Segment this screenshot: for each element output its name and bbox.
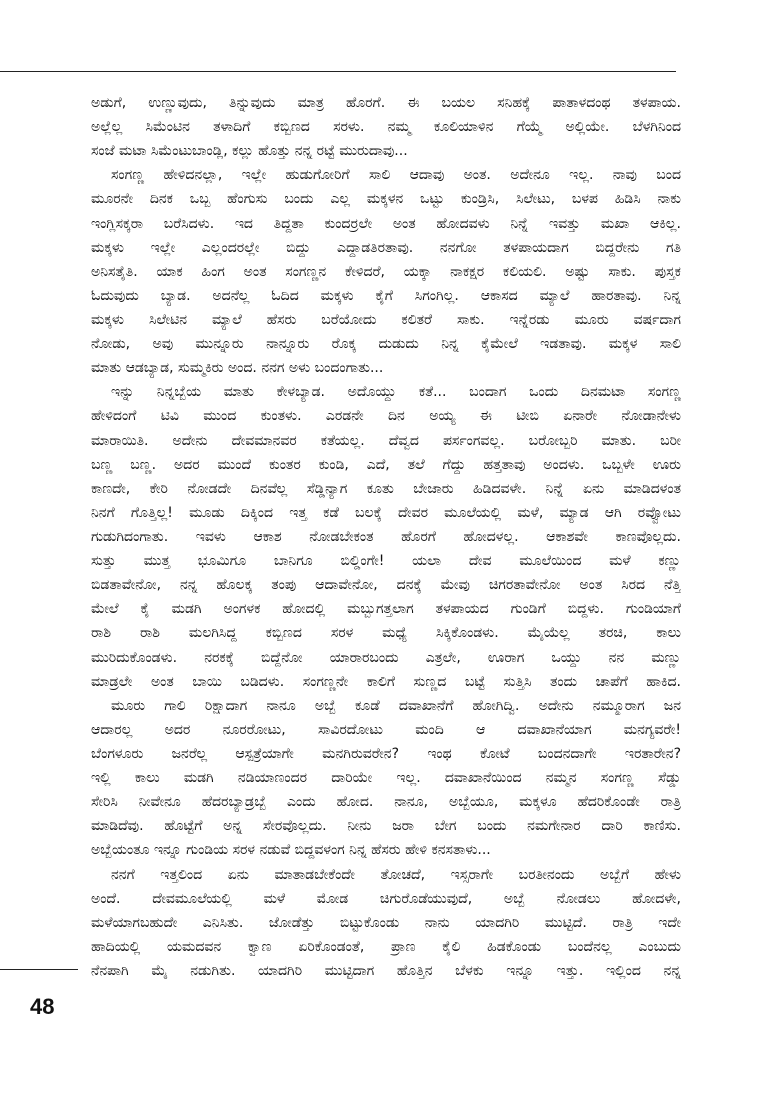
text-line: ಸೇರಿಸಿ ನೀವೇನೂ ಹೆದರಬ್ಯಾಡ್ರಬ್ಬೆ ಎಂದು ಹೋದ. ನಾನೂ, ಅಬ್ಬೆಯೂ, ಮಕ್ಕಳೂ ಹೆದರಿಕೊಂಡೇ ರಾತ್ರಿ	[91, 794, 681, 811]
text-line: ಮಕ್ಕಳು ಸಿಲೇಟಿನ ಮ್ಯಾಲೆ ಹೆಸರು ಬರೆಯೋದು ಕಲಿತರೆ ಸಾಕು. ಇನ್ನೆರಡು ಮೂರು ವರ್ಷದಾಗ	[91, 311, 681, 328]
text-line: ಇಂಗ್ಲಿಸಕ್ಕರಾ ಬರೆಸಿದಳು. ಇದ ತಿದ್ದತಾ ಕುಂದರ್ರಲೇ ಅಂತ ಹೋದವಳು ನಿನ್ನೆ ಇವತ್ತು ಮಖಾ ಆಕಿಲ್ಲ.	[91, 215, 681, 232]
text-line: ಮೇಲೆ ಕೈ ಮಡಗಿ ಅಂಗಳಕ ಹೋದಲ್ಲಿ ಮಬ್ಬುಗತ್ತಲಾಗ ತಳಪಾಯದ ಗುಂಡಿಗೆ ಬಿದ್ದಳು. ಗುಂಡಿಯಾಗೆ	[91, 601, 681, 618]
text-line: ಮಾಡಿದೆವು. ಹೊಟ್ಟೆಗೆ ಅನ್ನ ಸೇರವೊಲ್ಲದು. ನೀನು ಜರಾ ಬೇಗ ಬಂದು ನಮಗೇನಾರ ದಾರಿ ಕಾಣಿಸು.	[91, 818, 681, 835]
text-line: ಮೂರನೇ ದಿನಕ ಒಬ್ಬ ಹೆಂಗುಸು ಬಂದು ಎಲ್ಲ ಮಕ್ಕಳನ ಒಟ್ಟು ಕುಂಡ್ರಿಸಿ, ಸಿಲೇಟು, ಬಳಪ ಹಿಡಿಸಿ ನಾಕು	[91, 191, 681, 208]
text-line: ಮಕ್ಕಳು ಇಲ್ಲೇ ಎಲ್ಲಂದರಲ್ಲೇ ಬಿದ್ದು ಎದ್ದಾಡತಿರತಾವು. ನನಗೋ ತಳಪಾಯದಾಗ ಬಿದ್ದರೇನು ಗತಿ	[91, 239, 681, 256]
text-line: ಬಣ್ಣ ಬಣ್ಣ. ಅದರ ಮುಂದೆ ಕುಂತರ ಕುಂಡಿ, ಎದೆ, ತಲೆ ಗೆದ್ದು ಹತ್ತತಾವು ಅಂದಳು. ಒಬ್ಬಳೇ ಊರು	[91, 456, 681, 473]
text-line: ನೋಡು, ಅವು ಮುನ್ನೂರು ನಾನ್ನೂರು ರೊಕ್ಕ ದುಡುದು ನಿನ್ನ ಕೈಮೇಲೆ ಇಡತಾವು. ಮಕ್ಕಳ ಸಾಲಿ	[91, 336, 681, 353]
text-line: ನೆನಪಾಗಿ ಮೈ ನಡುಗಿತು. ಯಾದಗಿರಿ ಮುಟ್ಟಿದಾಗ ಹೊತ್ತಿನ ಬೆಳಕು ಇನ್ನೂ ಇತ್ತು. ಇಲ್ಲಿಂದ ನನ್ನ	[91, 962, 681, 979]
text-line: ಇಲ್ಲಿ ಕಾಲು ಮಡಗಿ ನಡಿಯಾಣಂದರ ದಾರಿಯೇ ಇಲ್ಲ. ದವಾಖಾನೆಯಿಂದ ನಮ್ಮನ ಸಂಗಣ್ಣ ಸೆಡ್ಡು	[91, 770, 681, 787]
text-line: ಮಾಡ್ರಲೇ ಅಂತ ಬಾಯಿ ಬಡಿದಳು. ಸಂಗಣ್ಣನೇ ಕಾಲಿಗೆ ಸುಣ್ಣದ ಬಟ್ಟೆ ಸುತ್ತಿಸಿ ತಂದು ಚಾಪೆಗೆ ಹಾಕಿದ.	[91, 673, 681, 690]
text-line: ಮಾರಾಯಿತಿ. ಅದೇನು ದೇವಮಾನವರ ಕತೆಯಲ್ಲ. ದೆವ್ವದ ಪರ್ಸಂಗವಲ್ಲ. ಬರೋಬ್ಬರಿ ಮಾತು. ಬರೀ	[91, 432, 681, 449]
text-line: ಮಳೆಯಾಗಬಹುದೇ ಎನಿಸಿತು. ಜೋಡೆತ್ತು ಬಿಟ್ಟುಕೊಂಡು ನಾನು ಯಾದಗಿರಿ ಮುಟ್ಟಿದೆ. ರಾತ್ರಿ ಇದೇ	[91, 914, 681, 931]
text-line: ಇನ್ನು ನಿನ್ನಬ್ಬೆಯ ಮಾತು ಕೇಳಬ್ಯಾಡ. ಅದೊಯ್ದು ಕತೆ... ಬಂದಾಗ ಒಂದು ದಿನಮಟಾ ಸಂಗಣ್ಣ	[111, 384, 681, 401]
text-line: ಬೆಂಗಳೂರು ಜನರೆಲ್ಲ ಆಸ್ಪತ್ರೆಯಾಗೇ ಮನಗಿರುವರೇನ? ಇಂಥ ಕೋಟೆ ಬಂದನದಾಗೇ ಇರತಾರೇನ?	[91, 745, 681, 762]
text-line: ಅಬ್ಬೆಯಂತೂ ಇನ್ನೂ ಗುಂಡಿಯ ಸರಳ ನಡುವೆ ಬಿದ್ದವಳಂಗ ನಿನ್ನ ಹೆಸರು ಹೇಳಿ ಕನಸತಾಳು...	[91, 842, 491, 859]
text-line: ನನಗೆ ಇತ್ತಲಿಂದ ಏನು ಮಾತಾಡಬೇಕೆಂದೇ ತೋಚದೆ, ಇಸ್ಸರಾಗೇ ಬರತೀನಂದು ಅಬ್ಬೆಗೆ ಹೇಳು	[111, 866, 681, 883]
text-line: ಅಲ್ಲೆಲ್ಲ ಸಿಮೆಂಟಿನ ತಳಾದಿಗೆ ಕಬ್ಬಿಣದ ಸರಳು. ನಮ್ಮ ಕೂಲಿಯಾಳಿನ ಗೆಯ್ಮೆ ಅಲ್ಲಿಯೇ. ಬೆಳಗಿನಿಂದ	[91, 119, 681, 136]
page-number-rule	[0, 969, 78, 970]
top-rule	[0, 71, 676, 72]
text-line: ಸಂಗಣ್ಣ ಹೇಳಿದನಲ್ಲಾ, ಇಲ್ಲೇ ಹುಡುಗೋರಿಗೆ ಸಾಲಿ ಆದಾವು ಅಂತ. ಅದೇನೂ ಇಲ್ಲ. ನಾವು ಬಂದ	[111, 167, 681, 184]
text-line: ಅಂದೆ. ದೇವಮೂಲೆಯಲ್ಲಿ ಮಳೆ ಮೋಡ ಚಿಗುರೊಡೆಯುವುದೆ, ಅಬ್ಬೆ ನೋಡಲು ಹೋದಳೇ,	[91, 890, 681, 907]
page-body-text	[91, 91, 681, 983]
text-line: ಮಾತು ಆಡಬ್ಯಾಡ, ಸುಮ್ಮಕಿರು ಅಂದ. ನನಗ ಅಳು ಬಂದಂಗಾತು...	[91, 360, 384, 377]
text-line: ಅನಿಸತೈತಿ. ಯಾಕ ಹಿಂಗ ಅಂತ ಸಂಗಣ್ಣನ ಕೇಳಿದರೆ, ಯಕ್ಕಾ ನಾಕಕ್ಷರ ಕಲಿಯಲಿ. ಅಷ್ಟು ಸಾಕು. ಪುಸ್ತಕ	[91, 263, 681, 280]
text-line: ರಾಶಿ ರಾಶಿ ಮಲಗಿಸಿದ್ದ ಕಬ್ಬಿಣದ ಸರಳ ಮಧ್ಯೆ ಸಿಕ್ಕಿಕೊಂಡಳು. ಮೈಯೆಲ್ಲ ತರಚಿ, ಕಾಲು	[91, 625, 681, 642]
text-line: ಕಾಣದೇ, ಕೇರಿ ನೋಡದೇ ದಿನವೆಲ್ಲ ಸೆಡ್ಡಿನ್ಯಾಗ ಕೂತು ಬೇಜಾರು ಹಿಡಿದವಳೇ. ನಿನ್ನೆ ಏನು ಮಾಡಿದಳಂತ	[91, 480, 681, 497]
text-line: ಸಂಜೆ ಮಟಾ ಸಿಮೆಂಟುಬಾಂಡ್ಲಿ, ಕಲ್ಲು ಹೊತ್ತು ನನ್ನ ರಟ್ಟೆ ಮುರುದಾವು...	[91, 143, 408, 160]
page-number: 48	[30, 994, 55, 1019]
text-line: ಗುಡುಗಿದಂಗಾತು. ಇವಳು ಆಕಾಶ ನೋಡಬೇಕಂತ ಹೊರಗೆ ಹೋದಳಲ್ಲ. ಆಕಾಶವೇ ಕಾಣವೊಲ್ಲದು.	[91, 528, 681, 545]
text-line: ಮೂರು ಗಾಲಿ ರಿಕ್ಷಾದಾಗ ನಾನೂ ಅಬ್ಬೆ ಕೂಡೆ ದವಾಖಾನೆಗೆ ಹೋಗಿದ್ವಿ. ಅದೇನು ನಮ್ಮೂರಾಗ ಜನ	[111, 697, 681, 714]
text-line: ಹಾದಿಯಲ್ಲಿ ಯಮದವನ ಕ್ವಾಣ ಏರಿಕೊಂಡಂತೆ, ಪ್ರಾಣ ಕೈಲಿ ಹಿಡಕೊಂಡು ಬಂದೆನಲ್ಲ ಎಂಬುದು	[91, 938, 681, 955]
text-line: ಸುತ್ತು ಮುತ್ತ ಭೂಮಿಗೂ ಬಾನಿಗೂ ಬಿಲ್ಡಿಂಗೇ! ಯಲಾ ದೇವ ಮೂಲೆಯಿಂದ ಮಳೆ ಕಣ್ಣು	[91, 553, 681, 570]
text-line: ಅಡುಗೆ, ಉಣ್ಣುವುದು, ತಿನ್ನುವುದು ಮಾತ್ರ ಹೊರಗೆ. ಈ ಬಯಲ ಸನಿಹಕ್ಕೆ ಪಾತಾಳದಂಥ ತಳಪಾಯ.	[91, 95, 681, 111]
text-line: ನಿನಗೆ ಗೊತ್ತಿಲ್ಲ! ಮೂಡು ದಿಕ್ಕಿಂದ ಇತ್ತ ಕಡೆ ಬಲಕ್ಕೆ ದೇವರ ಮೂಲೆಯಲ್ಲಿ ಮಳೆ, ಮ್ಯಾಡ ಆಗಿ ರವ್ವೋಟು	[91, 504, 681, 521]
text-line: ಓದುವುದು ಬ್ಯಾಡ. ಅದನೆಲ್ಲ ಓದಿದ ಮಕ್ಕಳು ಕೈಗೆ ಸಿಗಂಗಿಲ್ಲ. ಆಕಾಸದ ಮ್ಯಾಲೆ ಹಾರತಾವು. ನಿನ್ನ	[91, 287, 681, 304]
text-line: ಬಿಡತಾವೇನೋ, ನನ್ನ ಹೊಲಕ್ಕ ತಂಪು ಆದಾವೇನೋ, ದನಕ್ಕೆ ಮೇವು ಚಿಗರತಾವೇನೋ ಅಂತ ಸಿರದ ನೆತ್ತಿ	[91, 577, 681, 594]
text-line: ಮುರಿದುಕೊಂಡಳು. ನರಕಕ್ಕೆ ಬಿದ್ದೆನೋ ಯಾರಾರಬಂದು ಎತ್ರಲೇ, ಊರಾಗ ಒಯ್ದು ನನ ಮಣ್ಣು	[91, 649, 681, 666]
text-line: ಹೇಳಿದಂಗೆ ಟಿವಿ ಮುಂದ ಕುಂತಳು. ಎರಡನೇ ದಿನ ಅಯ್ಯ ಈ ಟೀಬಿ ಏನಾರೇ ನೋಡಾನೇಳು	[91, 408, 681, 425]
text-line: ಆದಾರಲ್ಲ ಅದರ ನೂರರೋಟು, ಸಾವಿರದೋಟು ಮಂದಿ ಆ ದವಾಖಾನೆಯಾಗ ಮನಗ್ಯವರೇ!	[91, 721, 681, 738]
